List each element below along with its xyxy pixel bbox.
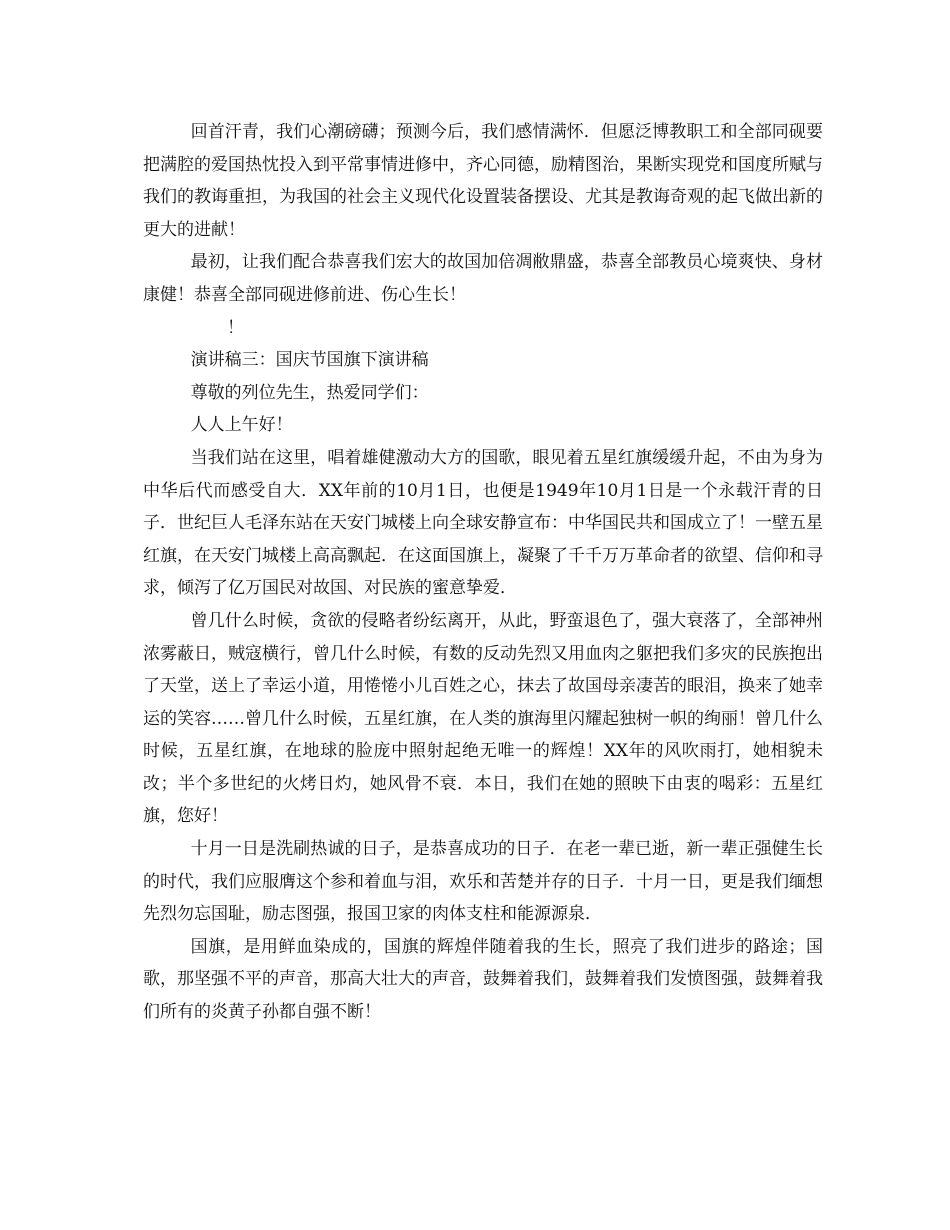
paragraph-october-first: 十月一日是洗刷热诚的日子，是恭喜成功的日子．在老一辈已逝，新一辈正强健生长的时代，我们应服膺这个参和着血与泪，欢乐和苦楚并存的日子．十月一日，更是我们缅想先烈勿忘国耻，励志图强，报国卫家的肉体支柱和能源源泉． — [143, 839, 823, 925]
document-body — [143, 116, 823, 1029]
paragraph-history: 曾几什么时候，贪欲的侵略者纷纭离开，从此，野蛮退色了，强大衰落了，全部神州浓雾蔽日，贼寇横行，曾几什么时候，有数的反动先烈又用血肉之躯把我们多灾的民族抱出了天堂，送上了幸运小道，用惓惓小儿百姓之心，抹去了故国母亲凄苦的眼泪，换来了她幸运的笑容……曾几什么时候，五星红旗，在人类的旗海里闪耀起独树一帜的绚丽！曾几什么时候，五星红旗，在地球的脸庞中照射起绝无唯一的辉煌！XX年的风吹雨打，她相貌未改；半个多世纪的火烤日灼，她风骨不衰．本日，我们在她的照映下由衷的喝彩：五星红旗，您好！ — [143, 610, 823, 827]
paragraph-closing-wishes: 最初，让我们配合恭喜我们宏大的故国加倍凋敝鼎盛，恭喜全部教员心境爽快、身材康健！恭喜全部同砚进修前进、伤心生长！ — [143, 252, 823, 305]
paragraph-flag-anthem: 国旗，是用鲜血染成的，国旗的辉煌伴随着我的生长，照亮了我们进步的路途；国歌，那坚强不平的声音，那高大壮大的声音，鼓舞着我们，鼓舞着我们发愤图强，鼓舞着我们所有的炎黄子孙都自强不断！ — [143, 936, 823, 1023]
paragraph-flag-raising: 当我们站在这里，唱着雄健激动大方的国歌，眼见着五星红旗缓缓升起，不由为身为中华后代而感受自大．XX年前的10月1日，也便是1949年10月1日是一个永载汗青的日子．世纪巨人毛泽东站在天安门城楼上向全球安静宣布：中华国民共和国成立了！一壁五星红旗，在天安门城楼上高高飘起．在这面国旗上，凝聚了千千万万革命者的欲望、信仰和寻求，倾泻了亿万国民对故国、对民族的蜜意挚爱． — [143, 447, 823, 599]
exclamation-mark: ！ — [227, 317, 244, 338]
paragraph-review-future: 回首汗青，我们心潮磅礴；预测今后，我们感情满怀．但愿泛博教职工和全部同砚要把满腔的爱国热忱投入到平常事情进修中，齐心同德，励精图治，果断实现党和国度所赋与我们的教诲重担，为我国的社会主义现代化设置装备摆设、尤其是教诲奇观的起飞做出新的更大的进献！ — [143, 122, 823, 240]
greeting: 人人上午好！ — [190, 415, 293, 436]
salutation: 尊敬的列位先生，热爱同学们： — [190, 382, 429, 403]
section-title: 演讲稿三：国庆节国旗下演讲稿 — [190, 350, 429, 371]
